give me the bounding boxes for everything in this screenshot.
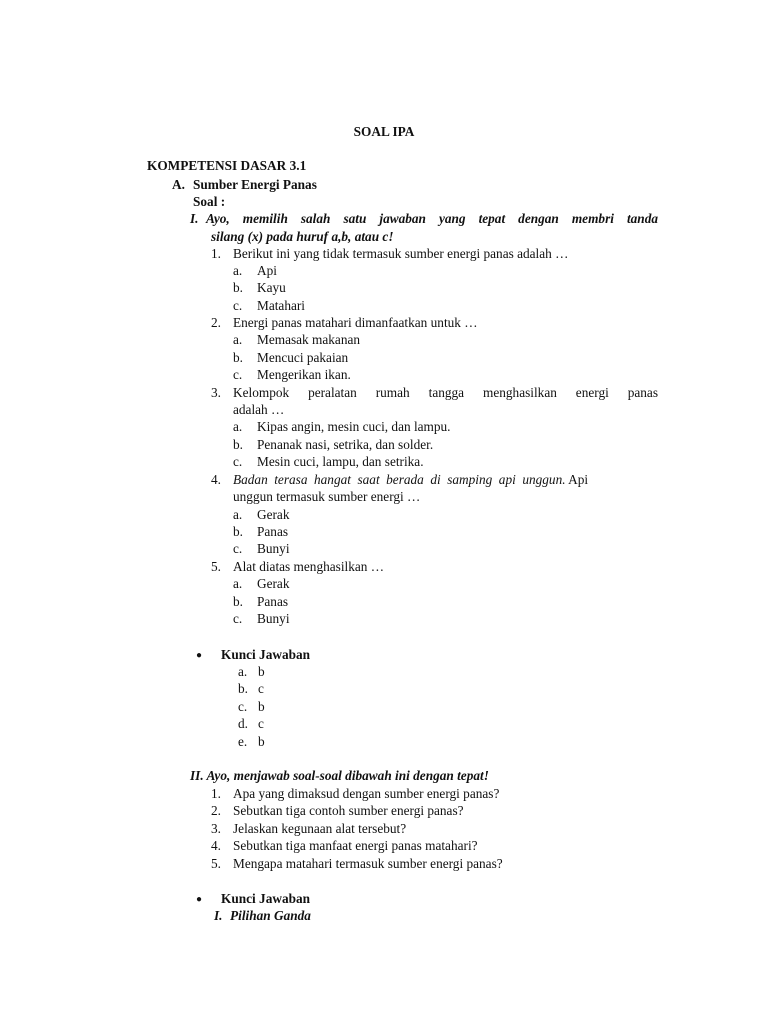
answer-letter: c. [238,699,248,714]
question-3-option-c [233,453,424,470]
option-text: Panas [257,524,289,539]
question-2 [211,314,478,331]
question-5-option-c [233,610,290,627]
option-text: Bunyi [257,611,290,626]
kunci-1-answer-c [238,698,265,715]
essay-text: Sebutkan tiga manfaat energi panas matahari? [233,838,478,853]
question-2-number: 2. [211,315,221,330]
part1-marker: I. [190,211,199,226]
option-letter: b. [233,594,243,609]
question-3 [211,384,658,401]
option-letter: b. [233,280,243,295]
question-5-number: 5. [211,559,221,574]
option-letter: a. [233,507,243,522]
bullet-icon: ● [196,894,203,905]
answer-text: b [258,734,265,749]
question-5-text: Alat diatas menghasilkan … [233,559,385,574]
essay-number: 3. [211,821,221,836]
question-1-text: Berikut ini yang tidak termasuk sumber energi panas adalah … [233,246,569,261]
essay-number: 4. [211,838,221,853]
bullet-icon: ● [196,650,203,661]
answer-text: c [258,716,264,731]
section-a-heading [172,176,317,193]
part1-instruction-line2: silang (x) pada huruf a,b, atau c! [211,229,394,244]
answer-letter: d. [238,716,248,731]
question-3-option-b [233,436,433,453]
question-4-option-c [233,540,290,557]
kunci-1-answer-e [238,733,265,750]
question-4-text-line2: unggun termasuk sumber energi … [233,489,421,504]
answer-letter: a. [238,664,248,679]
option-text: Mengerikan ikan. [257,367,351,382]
question-1-option-c [233,297,305,314]
essay-question-1 [211,785,499,802]
answer-text: b [258,699,265,714]
question-3-text-line1: Kelompok peralatan rumah tangga menghasilkan energi panas [233,385,658,400]
answer-text: c [258,681,264,696]
section-a-marker: A. [172,177,185,192]
soal-label: Soal : [193,194,226,209]
pilihan-ganda-marker: I. [214,908,223,923]
pilihan-ganda-heading [214,907,311,924]
kunci-1-answer-b [238,680,264,697]
page-title: SOAL IPA [353,124,415,139]
essay-question-3 [211,820,406,837]
essay-question-5 [211,855,503,872]
option-letter: b. [233,524,243,539]
essay-text: Apa yang dimaksud dengan sumber energi panas? [233,786,500,801]
question-4 [211,471,658,488]
section-a-label: Sumber Energi Panas [193,177,317,192]
part1-instruction-line1 [190,210,658,227]
question-4-italic-text: Badan terasa hangat saat berada di samping api unggun. [233,472,566,487]
question-3-option-a [233,418,451,435]
option-text: Kipas angin, mesin cuci, dan lampu. [257,419,451,434]
option-text: Mesin cuci, lampu, dan setrika. [257,454,424,469]
option-text: Gerak [257,576,290,591]
question-2-option-c [233,366,351,383]
essay-number: 1. [211,786,221,801]
essay-question-2 [211,802,464,819]
option-letter: c. [233,298,243,313]
option-text: Api [257,263,277,278]
pilihan-ganda-label: Pilihan Ganda [230,908,311,923]
option-text: Gerak [257,507,290,522]
option-text: Memasak makanan [257,332,361,347]
part2-instruction [190,767,489,784]
part2-instruction-text: Ayo, menjawab soal-soal dibawah ini dengan tepat! [206,768,489,783]
option-text: Kayu [257,280,286,295]
answer-letter: e. [238,734,248,749]
question-4-text-line1 [233,471,658,488]
option-text: Bunyi [257,541,290,556]
question-2-text: Energi panas matahari dimanfaatkan untuk … [233,315,478,330]
question-4-number: 4. [211,472,221,487]
essay-text: Sebutkan tiga contoh sumber energi panas? [233,803,464,818]
question-4-rest-text: Api [568,472,589,487]
essay-number: 2. [211,803,221,818]
part2-marker: II. [190,768,204,783]
question-2-option-a [233,331,360,348]
option-letter: a. [233,332,243,347]
option-letter: c. [233,611,243,626]
essay-text: Jelaskan kegunaan alat tersebut? [233,821,407,836]
question-5 [211,558,384,575]
kunci-1-answer-d [238,715,264,732]
option-letter: b. [233,350,243,365]
question-4-option-b [233,523,288,540]
question-5-option-a [233,575,289,592]
part1-instruction-text: Ayo, memilih salah satu jawaban yang tepat dengan membri tanda [206,211,658,226]
question-4-option-a [233,506,289,523]
option-text: Panas [257,594,289,609]
answer-text: b [258,664,265,679]
question-1-option-a [233,262,277,279]
question-2-option-b [233,349,348,366]
question-1-option-b [233,279,286,296]
question-5-option-b [233,593,288,610]
option-text: Matahari [257,298,305,313]
option-text: Mencuci pakaian [257,350,349,365]
option-letter: c. [233,541,243,556]
option-letter: a. [233,263,243,278]
kunci-1-answer-a [238,663,265,680]
option-letter: a. [233,576,243,591]
option-letter: a. [233,419,243,434]
answer-letter: b. [238,681,248,696]
essay-number: 5. [211,856,221,871]
question-1-number: 1. [211,246,221,261]
option-letter: b. [233,437,243,452]
kunci-jawaban-2-heading: Kunci Jawaban [221,891,311,906]
essay-question-4 [211,837,478,854]
option-text: Penanak nasi, setrika, dan solder. [257,437,434,452]
option-letter: c. [233,367,243,382]
question-1 [211,245,568,262]
option-letter: c. [233,454,243,469]
question-3-number: 3. [211,385,221,400]
question-3-text-line2: adalah … [233,402,285,417]
kunci-jawaban-1-heading: Kunci Jawaban [221,647,311,662]
kompetensi-heading: KOMPETENSI DASAR 3.1 [147,158,307,173]
essay-text: Mengapa matahari termasuk sumber energi panas? [233,856,503,871]
